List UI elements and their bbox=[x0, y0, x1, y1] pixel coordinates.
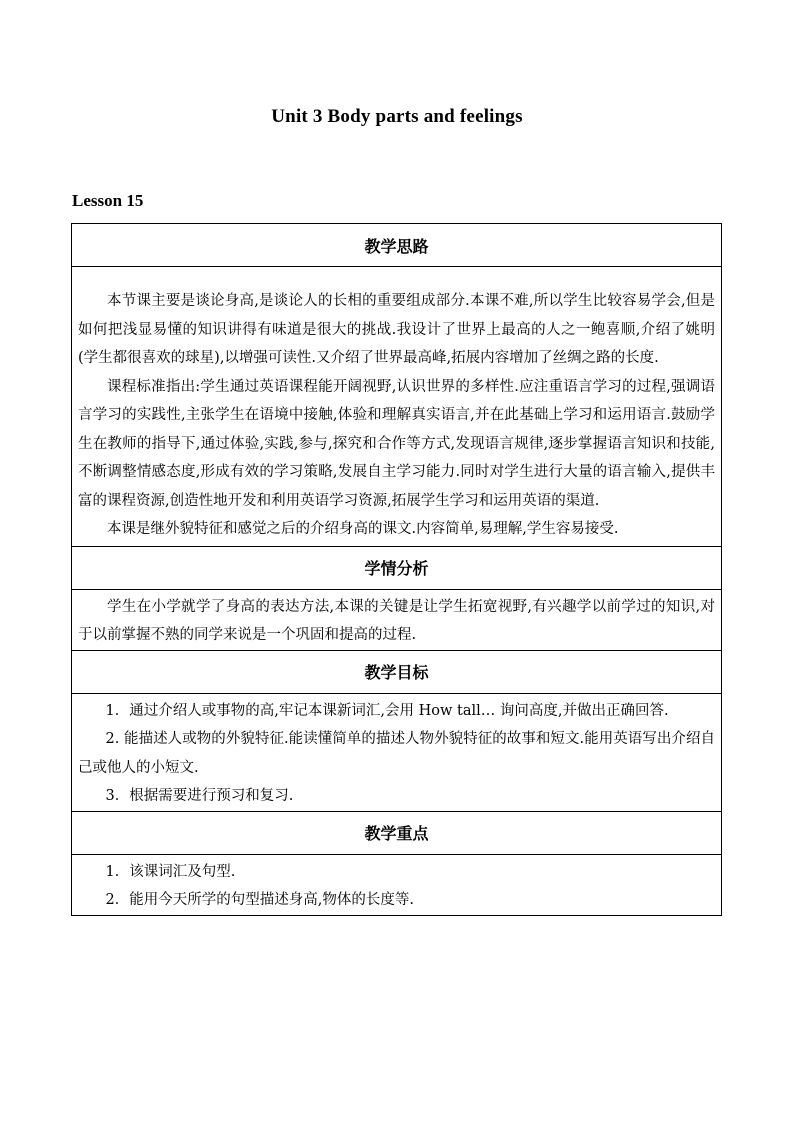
list-item: 1．通过介绍人或事物的高,牢记本课新词汇,会用 How tall… 询问高度,并做出正确回答. bbox=[105, 702, 669, 719]
section-body-keypoints bbox=[72, 854, 722, 915]
section-heading-keypoints: 教学重点 bbox=[72, 811, 722, 854]
paragraph: 学生在小学就学了身高的表达方法,本课的关键是让学生拓宽视野,有兴趣学以前学过的知识,对于以前掌握不熟的同学来说是一个巩固和提高的过程. bbox=[78, 598, 715, 643]
list-item: 3．根据需要进行预习和复习. bbox=[105, 788, 294, 804]
section-body-objectives bbox=[72, 693, 722, 811]
paragraph: 本课是继外貌特征和感觉之后的介绍身高的课文.内容简单,易理解,学生容易接受. bbox=[107, 521, 619, 537]
section-heading-analysis: 学情分析 bbox=[72, 546, 722, 589]
section-heading-objectives: 教学目标 bbox=[72, 650, 722, 693]
section-body-thinking bbox=[72, 267, 722, 547]
table-row bbox=[72, 811, 722, 854]
section-heading-thinking: 教学思路 bbox=[72, 224, 722, 267]
table-row bbox=[72, 589, 722, 650]
lesson-label: Lesson 15 bbox=[72, 191, 144, 210]
list-item: 2. 能描述人或物的外貌特征.能读懂简单的描述人物外貌特征的故事和短文.能用英语写出介绍自己或他人的小短文. bbox=[78, 731, 715, 776]
paragraph: 课程标准指出:学生通过英语课程能开阔视野,认识世界的多样性.应注重语言学习的过程,强调语言学习的实践性,主张学生在语境中接触,体验和理解真实语言,并在此基础上学习和运用语言.鼓励学生在教师的指导下,通过体验,实践,参与,探究和合作等方式,发现语言规律,逐步掌握语言知识和技能,不断调整情感态度,形成有效的学习策略,发展自主学习能力.同时对学生进行大量的语言输入,提供丰富的课程资源,创造性地开发和利用英语学习资源,拓展学生学习和运用英语的渠道. bbox=[78, 378, 715, 509]
paragraph: 本节课主要是谈论身高,是谈论人的长相的重要组成部分.本课不难,所以学生比较容易学会,但是如何把浅显易懂的知识讲得有味道是很大的挑战.我设计了世界上最高的人之一鲍喜顺,介绍了姚明(学生都很喜欢的球星),以增强可读性.又介绍了世界最高峰,拓展内容增加了丝绸之路的长度. bbox=[78, 293, 715, 366]
table-row bbox=[72, 854, 722, 915]
table-row bbox=[72, 546, 722, 589]
table-row bbox=[72, 693, 722, 811]
lesson-plan-table bbox=[71, 223, 722, 916]
list-item: 2．能用今天所学的句型描述身高,物体的长度等. bbox=[105, 892, 414, 908]
table-row bbox=[72, 267, 722, 547]
table-row bbox=[72, 224, 722, 267]
section-body-analysis bbox=[72, 589, 722, 650]
list-item: 1．该课词汇及句型. bbox=[105, 863, 236, 880]
document-title: Unit 3 Body parts and feelings bbox=[271, 106, 523, 127]
table-row bbox=[72, 650, 722, 693]
